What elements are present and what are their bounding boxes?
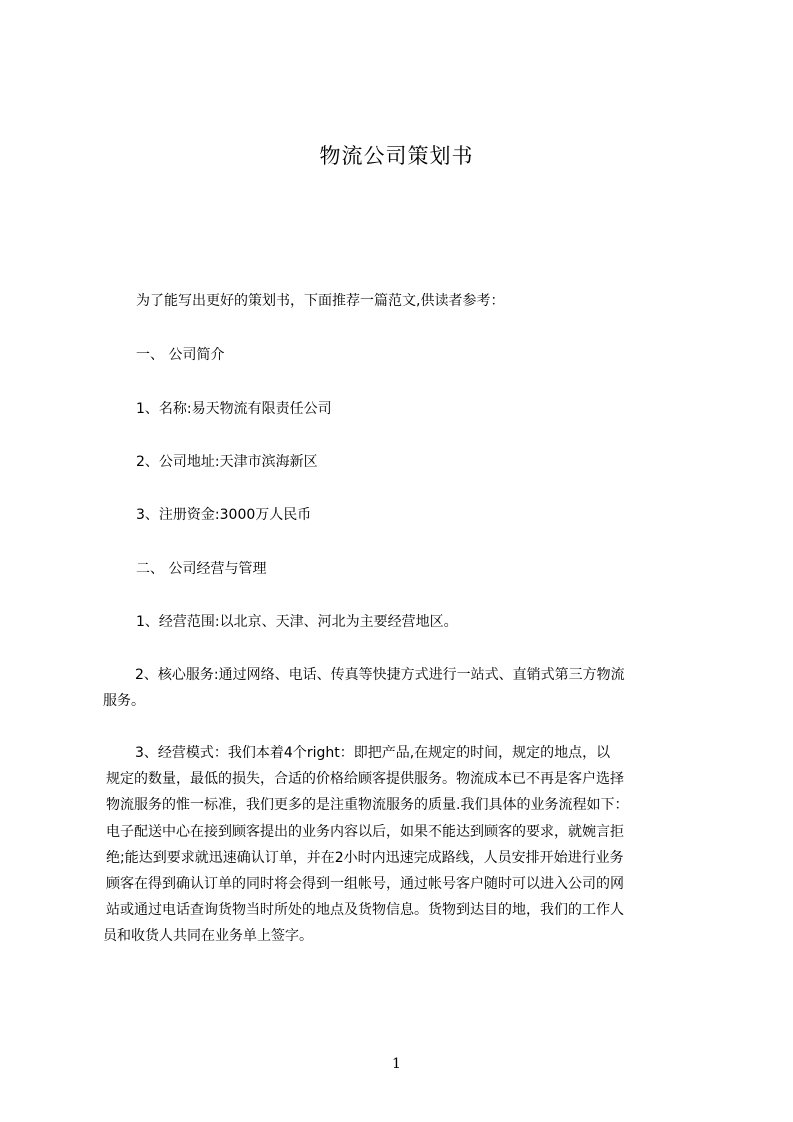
core-service-paragraph	[103, 662, 700, 714]
paragraph-line: 规定的数量，最低的损失，合适的价格给顾客提供服务。物流成本已不再是客户选择	[106, 771, 624, 788]
section-heading-company-profile: 一、 公司简介	[136, 347, 225, 363]
business-model-paragraph	[103, 740, 700, 950]
paragraph-line: 服务。	[103, 693, 145, 710]
paragraph-line: 2、核心服务:通过网络、电话、传真等快捷方式进行一站式、直销式第三方物流	[135, 667, 625, 683]
paragraph-line: 绝;能达到要求就迅速确认订单，并在2小时内迅速完成路线，人员安排开始进行业务	[106, 849, 624, 866]
company-name-item: 1、名称:易天物流有限责任公司	[136, 401, 332, 417]
paragraph-line: 物流服务的惟一标准，我们更多的是注重物流服务的质量.我们具体的业务流程如下：	[106, 797, 629, 814]
paragraph-line: 3、经营模式：我们本着4个right：即把产品,在规定的时间，规定的地点，以	[135, 745, 611, 761]
business-scope-item: 1、经营范围:以北京、天津、河北为主要经营地区。	[136, 614, 458, 630]
document-title: 物流公司策划书	[319, 144, 474, 168]
intro-paragraph: 为了能写出更好的策划书，下面推荐一篇范文,供读者参考：	[136, 293, 505, 309]
company-address-item: 2、公司地址:天津市滨海新区	[136, 454, 318, 470]
paragraph-line: 电子配送中心在接到顾客提出的业务内容以后，如果不能达到顾客的要求，就婉言拒	[106, 823, 624, 840]
registered-capital-item: 3、注册资金:3000万人民币	[136, 507, 312, 523]
paragraph-line: 站或通过电话查询货物当时所处的地点及货物信息。货物到达目的地，我们的工作人	[106, 902, 624, 919]
paragraph-line: 顾客在得到确认订单的同时将会得到一组帐号，通过帐号客户随时可以进入公司的网	[106, 876, 624, 893]
section-heading-operations: 二、 公司经营与管理	[136, 561, 267, 577]
page-number: 1	[392, 1056, 401, 1072]
paragraph-line: 员和收货人共同在业务单上签字。	[103, 928, 313, 945]
